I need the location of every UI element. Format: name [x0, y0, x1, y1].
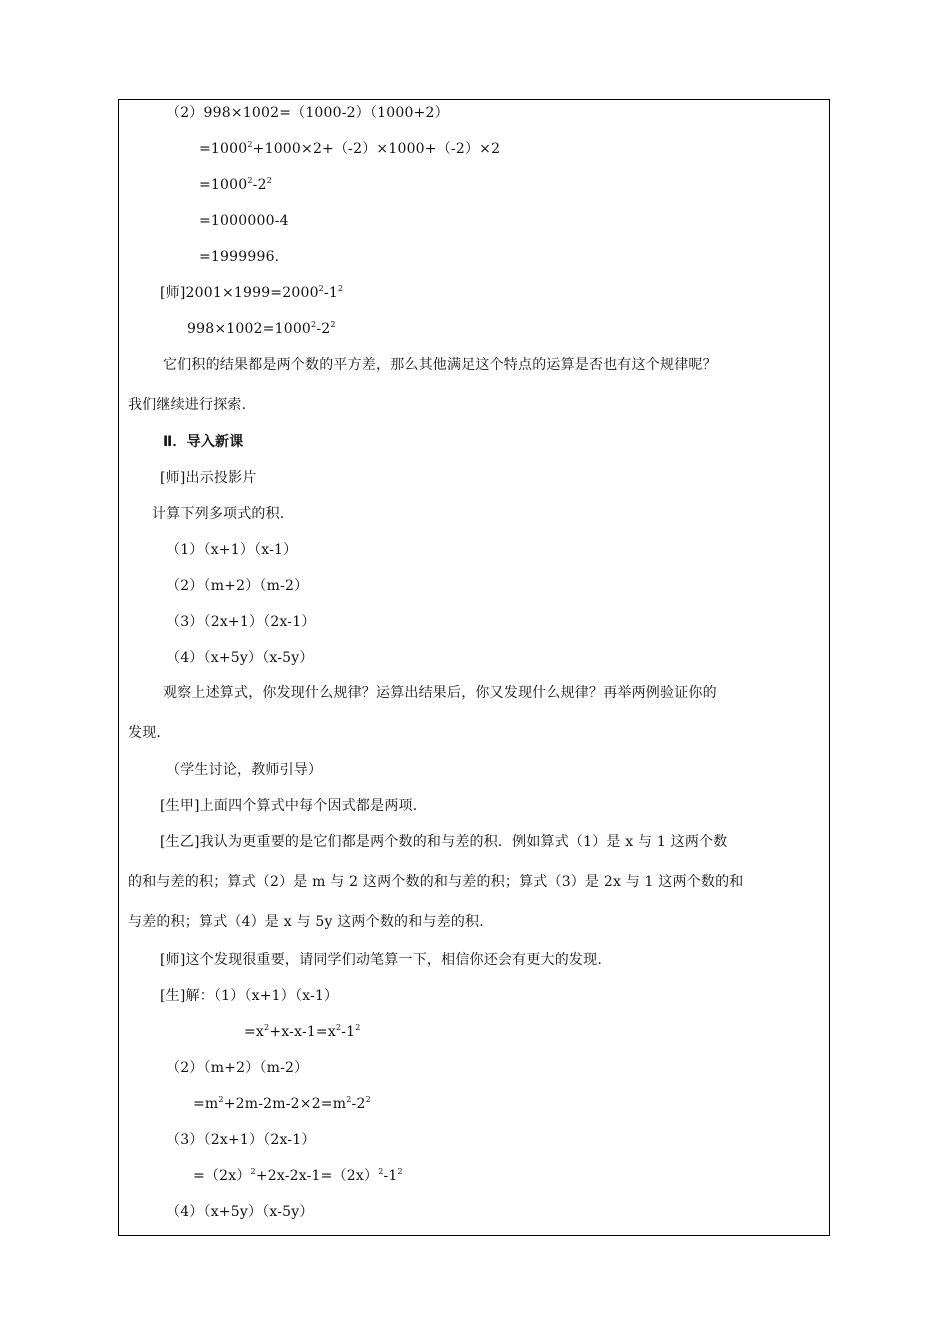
text-segment: （3）（2x+1）（2x-1）	[166, 1132, 316, 1148]
text-segment: 的和与差的积；算式（2）是 m 与 2 这两个数的和与差的积；算式（3）是 2x 与 1 这两个数的和	[128, 874, 744, 890]
text-segment: =1999996.	[199, 249, 280, 265]
text-segment: （2）998×1002=（1000-2）（1000+2）	[166, 105, 449, 121]
superscript: 2	[250, 1167, 256, 1176]
text-segment: -1	[383, 1168, 398, 1184]
text-segment: （4）（x+5y）（x-5y）	[166, 650, 314, 666]
text-segment: =1000	[199, 141, 248, 157]
text-line	[166, 1059, 308, 1077]
text-segment: +2x-2x-1=（2x）	[255, 1168, 379, 1184]
text-line	[193, 1095, 371, 1113]
text-segment: [生乙]我认为更重要的是它们都是两个数的和与差的积．例如算式（1）是 x 与 1 这两个数	[160, 834, 728, 850]
text-line	[166, 761, 322, 779]
text-line	[160, 469, 257, 487]
text-segment: -1	[323, 285, 339, 301]
text-segment: [师]这个发现很重要，请同学们动笔算一下，相信你还会有更大的发现.	[160, 952, 602, 968]
text-line	[160, 987, 338, 1005]
text-line	[166, 1131, 316, 1149]
superscript: 2	[365, 1095, 371, 1104]
superscript: 2	[335, 1023, 342, 1032]
text-segment: +2m-2m-2×2=m	[223, 1096, 347, 1112]
text-line	[160, 797, 417, 815]
text-segment: =1000000-4	[199, 213, 289, 229]
text-line	[187, 320, 336, 338]
superscript: 2	[247, 140, 253, 149]
text-segment: 我们继续进行探索.	[128, 397, 247, 413]
superscript: 2	[397, 1167, 403, 1176]
text-line	[199, 176, 272, 194]
superscript: 2	[355, 1023, 361, 1032]
text-segment: +1000×2+（-2）×1000+（-2）×2	[252, 141, 501, 157]
text-line	[160, 951, 602, 969]
text-segment: （3）（2x+1）（2x-1）	[166, 614, 316, 630]
text-segment: +x-x-1=x	[269, 1024, 336, 1040]
text-line	[244, 1023, 361, 1041]
text-segment: [师]2001×1999=2000	[160, 285, 319, 301]
text-segment: [生甲]上面四个算式中每个因式都是两项.	[160, 798, 418, 814]
text-segment: 它们积的结果都是两个数的平方差，那么其他满足这个特点的运算是否也有这个规律呢？	[163, 357, 717, 373]
text-line	[199, 248, 279, 266]
text-line	[166, 613, 316, 631]
text-segment: -2	[351, 1096, 366, 1112]
superscript: 2	[218, 1095, 224, 1104]
text-segment: =x	[244, 1024, 265, 1040]
text-segment: （4）（x+5y）（x-5y）	[166, 1204, 314, 1220]
text-segment: =1000	[199, 177, 248, 193]
text-line	[166, 541, 297, 559]
text-line	[160, 284, 343, 302]
superscript: 2	[247, 176, 253, 185]
text-segment: -2	[252, 177, 267, 193]
text-segment: -1	[341, 1024, 356, 1040]
text-segment: （学生讨论，教师引导）	[166, 762, 323, 778]
section-heading	[163, 433, 243, 451]
superscript: 2	[311, 320, 317, 329]
text-line	[163, 684, 717, 702]
text-line	[128, 724, 161, 742]
text-segment: 观察上述算式，你发现什么规律？运算出结果后，你又发现什么规律？再举两例验证你的	[163, 685, 717, 701]
superscript: 2	[318, 284, 324, 293]
text-line	[166, 1203, 314, 1221]
superscript: 2	[266, 176, 272, 185]
text-segment: （2）（m+2）（m-2）	[166, 578, 309, 594]
text-segment: 发现.	[128, 725, 162, 741]
text-line	[193, 1167, 403, 1185]
text-segment: =（2x）	[193, 1168, 251, 1184]
text-line	[128, 873, 744, 891]
superscript: 2	[264, 1023, 270, 1032]
superscript: 2	[330, 320, 336, 329]
text-line	[152, 505, 284, 523]
text-line	[166, 104, 449, 122]
text-line	[199, 212, 289, 230]
text-line	[166, 577, 308, 595]
superscript: 2	[338, 284, 344, 293]
text-line	[163, 356, 717, 374]
text-segment: 与差的积；算式（4）是 x 与 5y 这两个数的和与差的积.	[128, 914, 484, 930]
superscript: 2	[346, 1095, 352, 1104]
text-segment: [师]出示投影片	[160, 470, 257, 486]
superscript: 2	[378, 1167, 384, 1176]
text-segment: [生]解：（1）（x+1）（x-1）	[160, 988, 339, 1004]
text-segment: （1）（x+1）（x-1）	[166, 542, 298, 558]
text-segment: =m	[193, 1096, 219, 1112]
text-segment: -2	[316, 321, 331, 337]
text-line	[199, 140, 500, 158]
text-line	[166, 649, 314, 667]
text-segment: Ⅱ．导入新课	[163, 434, 244, 450]
text-segment: 计算下列多项式的积.	[152, 506, 285, 522]
text-line	[128, 913, 484, 931]
text-line	[160, 833, 727, 851]
text-segment: （2）（m+2）（m-2）	[166, 1060, 309, 1076]
text-segment: 998×1002=1000	[187, 321, 312, 337]
text-line	[128, 396, 246, 414]
